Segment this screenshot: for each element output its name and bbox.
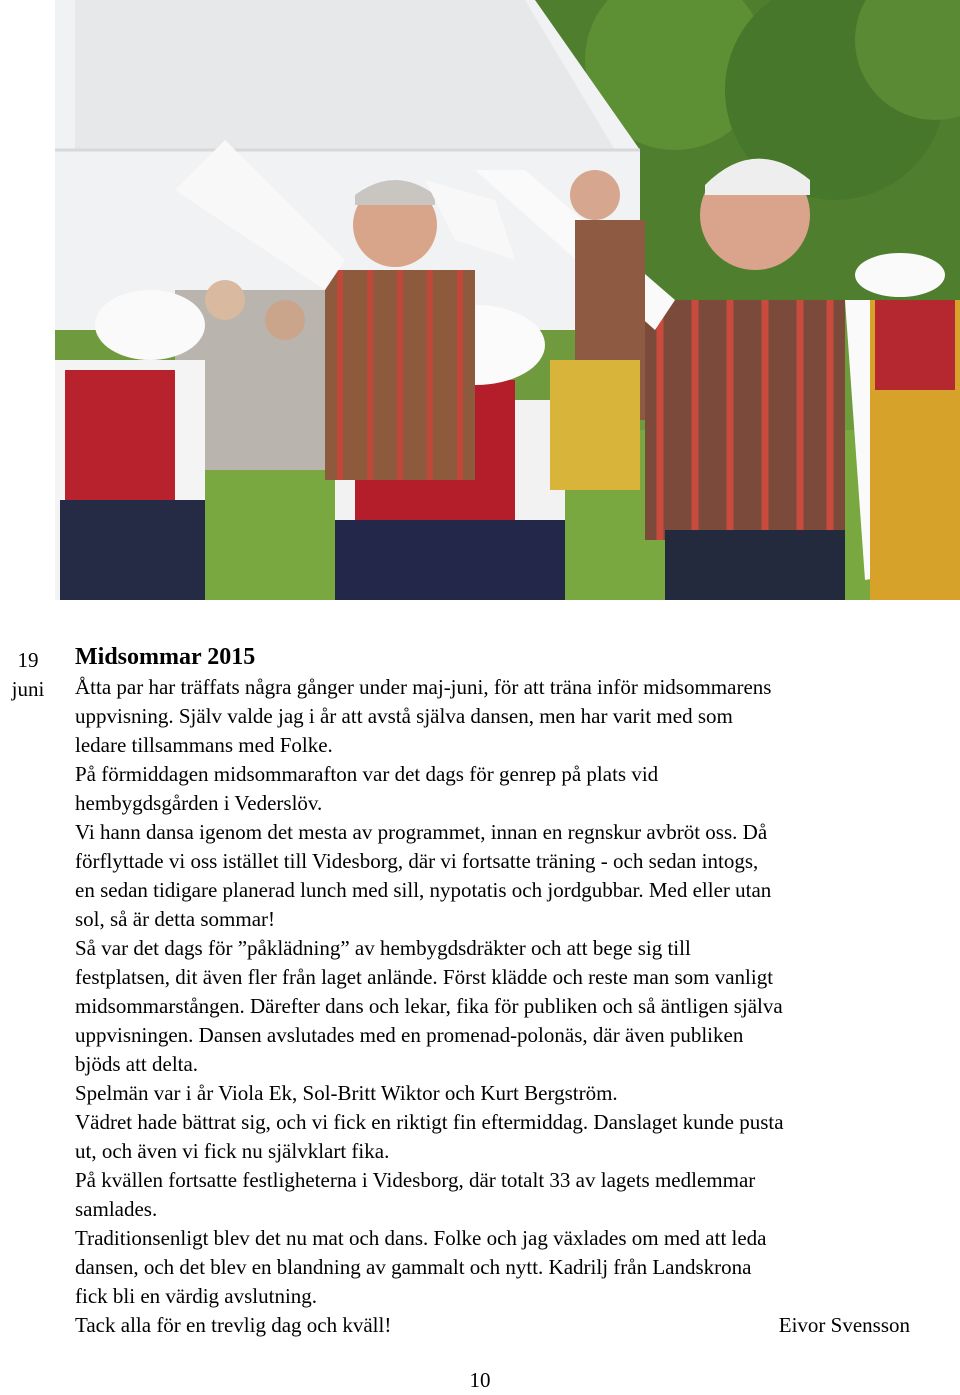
body-line: Så var det dags för ”påklädning” av hembygdsdräkter och att bege sig till (75, 936, 691, 960)
red-bodice-left (65, 370, 175, 500)
body-line: ledare tillsammans med Folke. (75, 733, 333, 757)
author-signature: Eivor Svensson (778, 1313, 910, 1337)
body-line: Traditionsenligt blev det nu mat och dans. Folke och jag växlades om med att leda (75, 1226, 767, 1250)
body-line: På förmiddagen midsommarafton var det dags för genrep på plats vid (75, 762, 659, 786)
date-month: juni (11, 677, 45, 701)
body-line: Vädret hade bättrat sig, och vi fick en riktigt fin eftermiddag. Danslaget kunde pusta (75, 1110, 784, 1134)
body-line: en sedan tidigare planerad lunch med sill, nypotatis och jordgubbar. Med eller utan (75, 878, 772, 902)
folk-dance-photo (55, 0, 960, 600)
body-line: samlades. (75, 1197, 158, 1221)
body-line: Spelmän var i år Viola Ek, Sol-Britt Wiktor och Kurt Bergström. (75, 1081, 618, 1105)
body-line: hembygdsgården i Vederslöv. (75, 791, 323, 815)
body-line: dansen, och det blev en blandning av gammalt och nytt. Kadrilj från Landskrona (75, 1255, 752, 1279)
body-line: På kvällen fortsatte festligheterna i Videsborg, där totalt 33 av lagets medlemmar (75, 1168, 756, 1192)
body-line: Åtta par har träffats några gånger under maj-juni, för att träna inför midsommarens (75, 675, 772, 699)
body-line: bjöds att delta. (75, 1052, 199, 1076)
body-line: fick bli en värdig avslutning. (75, 1284, 318, 1308)
date-day: 19 (17, 648, 39, 672)
article-body (75, 673, 955, 1340)
body-line: uppvisningen. Dansen avslutades med en promenad-polonäs, där även publiken (75, 1023, 744, 1047)
article (75, 641, 955, 1340)
white-bonnet-left (95, 290, 205, 360)
article-title: Midsommar 2015 (75, 644, 256, 670)
striped-vest-right (645, 300, 845, 540)
body-line: Vi hann dansa igenom det mesta av programmet, innan en regnskur avbröt oss. Då (75, 820, 768, 844)
dancers-illustration (55, 0, 960, 600)
body-line: midsommarstången. Därefter dans och lekar, fika för publiken och så äntligen själva (75, 994, 783, 1018)
closing-text: Tack alla för en trevlig dag och kväll! (75, 1313, 392, 1337)
date-label (6, 646, 50, 704)
body-line: förflyttade vi oss istället till Videsborg, där vi fortsatte träning - och sedan intogs, (75, 849, 759, 873)
closing-line (75, 1311, 910, 1340)
body-line: uppvisning. Själv valde jag i år att avstå själva dansen, men har varit med som (75, 704, 733, 728)
body-line: ut, och även vi fick nu självklart fika. (75, 1139, 390, 1163)
body-line: sol, så är detta sommar! (75, 907, 276, 931)
body-line: festplatsen, dit även fler från laget anlände. Först klädde och reste man som vanligt (75, 965, 774, 989)
page-number: 10 (469, 1368, 491, 1392)
